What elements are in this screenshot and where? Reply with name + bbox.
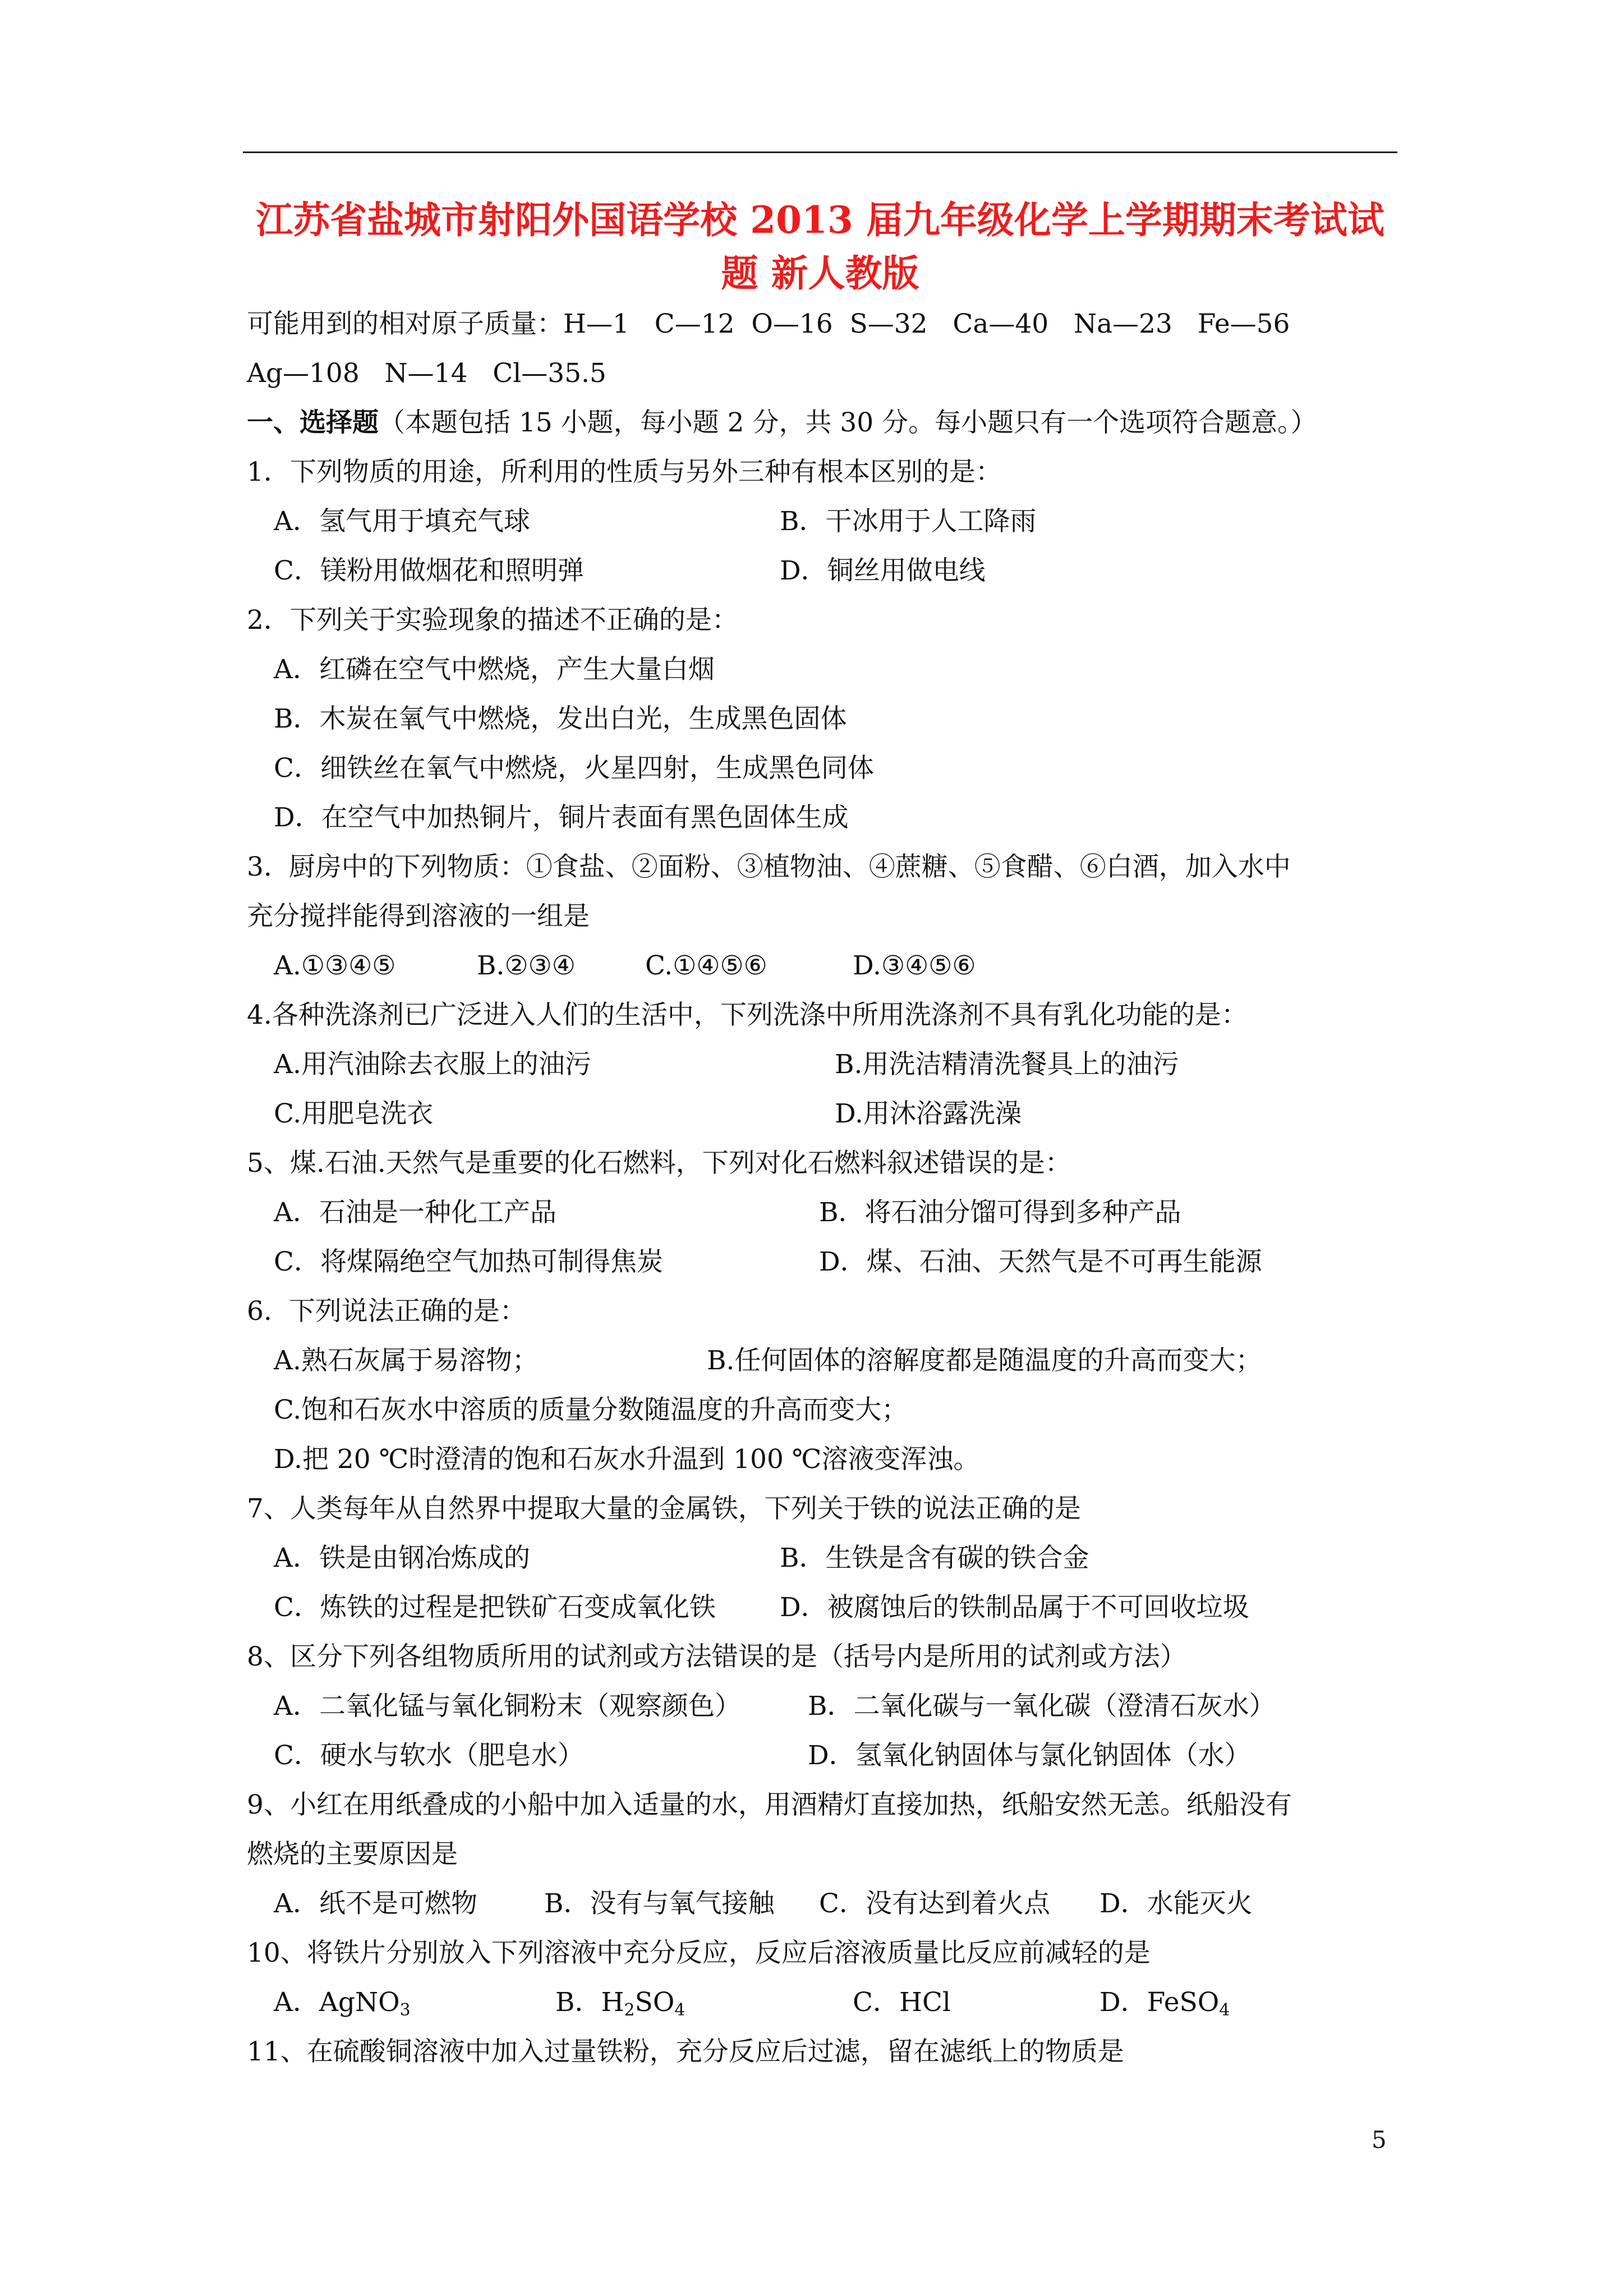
option-b-text: B．H <box>555 1987 624 2018</box>
question-10-option-d: D．FeSO$_4$ <box>1099 1987 1230 2020</box>
question-2-option-d: D．在空气中加热铜片，铜片表面有黑色固体生成 <box>274 802 849 833</box>
question-10-option-b: B．$H_2SO_4$ <box>555 1987 686 2020</box>
header-rule <box>243 151 1397 153</box>
question-9-stem-continued: 燃烧的主要原因是 <box>247 1839 458 1870</box>
question-7-option-a: A．铁是由钢冶炼成的 <box>274 1543 530 1573</box>
question-1-option-d: D．铜丝用做电线 <box>780 555 986 586</box>
question-5-option-c: C．将煤隔绝空气加热可制得焦炭 <box>274 1246 663 1277</box>
question-6-option-a: A.熟石灰属于易溶物； <box>274 1345 539 1376</box>
question-3-option-c: C.①④⑤⑥ <box>645 950 767 981</box>
option-a-text: A．AgNO <box>274 1987 400 2018</box>
question-3-option-b: B.②③④ <box>477 950 576 981</box>
title-line-2: 题 新人教版 <box>721 251 919 295</box>
question-4-option-b: B.用洗洁精清洗餐具上的油污 <box>835 1049 1179 1080</box>
question-9-option-a: A．纸不是可燃物 <box>274 1888 477 1919</box>
question-2-option-a: A．红磷在空气中燃烧，产生大量白烟 <box>274 654 715 685</box>
question-1-option-b: B．干冰用于人工降雨 <box>780 506 1037 537</box>
question-6-option-d: D.把 20 ℃时澄清的饱和石灰水升温到 100 ℃溶液变浑浊。 <box>274 1444 980 1475</box>
question-3-option-a: A.①③④⑤ <box>274 950 396 981</box>
question-5-stem: 5、煤.石油.天然气是重要的化石燃料，下列对化石燃料叙述错误的是： <box>247 1148 1071 1179</box>
question-1-option-a: A．氢气用于填充气球 <box>274 506 530 537</box>
question-6-option-c: C.饱和石灰水中溶质的质量分数随温度的升高而变大； <box>274 1395 908 1425</box>
question-8-option-c: C．硬水与软水（肥皂水） <box>274 1740 584 1771</box>
question-11-stem: 11、在硫酸铜溶液中加入过量铁粉，充分反应后过滤，留在滤纸上的物质是 <box>247 2036 1124 2067</box>
question-8-stem: 8、区分下列各组物质所用的试剂或方法错误的是（括号内是所用的试剂或方法） <box>247 1641 1186 1672</box>
question-10-option-c: C．HCl <box>853 1987 951 2018</box>
question-9-option-d: D．水能灭火 <box>1099 1888 1253 1919</box>
question-10-option-a: A．AgNO$_3$ <box>274 1987 411 2020</box>
question-1-option-c: C．镁粉用做烟花和照明弹 <box>274 555 584 586</box>
question-1-stem: 1．下列物质的用途，所利用的性质与另外三种有根本区别的是： <box>247 457 1002 487</box>
page-number: 5 <box>1372 2126 1387 2154</box>
question-10-stem: 10、将铁片分别放入下列溶液中充分反应，反应后溶液质量比反应前减轻的是 <box>247 1938 1151 1968</box>
question-2-stem: 2．下列关于实验现象的描述不正确的是： <box>247 605 738 636</box>
question-4-option-d: D.用沐浴露洗澡 <box>835 1098 1022 1129</box>
question-5-option-a: A．石油是一种化工产品 <box>274 1197 556 1228</box>
question-9-option-c: C．没有达到着火点 <box>819 1888 1050 1919</box>
question-2-option-b: B．木炭在氧气中燃烧，发出白光，生成黑色固体 <box>274 703 847 734</box>
section-description: （本题包括 15 小题，每小题 2 分，共 30 分。每小题只有一个选项符合题意。） <box>379 407 1317 438</box>
question-9-stem: 9、小红在用纸叠成的小船中加入适量的水，用酒精灯直接加热，纸船安然无恙。纸船没有 <box>247 1789 1292 1820</box>
question-5-option-b: B．将石油分馏可得到多种产品 <box>819 1197 1181 1228</box>
question-5-option-d: D．煤、石油、天然气是不可再生能源 <box>819 1246 1262 1277</box>
question-8-option-a: A．二氧化锰与氧化铜粉末（观察颜色） <box>274 1691 741 1722</box>
section-heading-line <box>247 406 1317 440</box>
question-6-stem: 6. 下列说法正确的是： <box>247 1296 526 1327</box>
question-4-option-c: C.用肥皂洗衣 <box>274 1098 434 1129</box>
question-6-option-b: B.任何固体的溶解度都是随温度的升高而变大； <box>707 1345 1262 1376</box>
question-2-option-c: C．细铁丝在氧气中燃烧，火星四射，生成黑色同体 <box>274 753 874 784</box>
question-8-option-b: B．二氧化碳与一氧化碳（澄清石灰水） <box>808 1691 1276 1722</box>
question-4-stem: 4.各种洗涤剂已广泛进入人们的生活中，下列洗涤中所用洗涤剂不具有乳化功能的是： <box>247 1000 1248 1030</box>
question-7-option-d: D．被腐蚀后的铁制品属于不可回收垃圾 <box>780 1592 1249 1623</box>
document-title <box>243 194 1397 300</box>
question-7-option-b: B．生铁是含有碳的铁合金 <box>780 1543 1089 1573</box>
question-9-option-b: B．没有与氧气接触 <box>544 1888 775 1919</box>
atomic-masses-line-2: Ag—108 N—14 Cl—35.5 <box>247 358 606 389</box>
question-8-option-d: D．氢氧化钠固体与氯化钠固体（水） <box>808 1740 1251 1771</box>
question-3-option-d: D.③④⑤⑥ <box>853 950 976 981</box>
atomic-masses-line-1: 可能用到的相对原子质量：H—1 C—12 O—16 S—32 Ca—40 Na—23 Fe—56 <box>247 309 1290 339</box>
question-4-option-a: A.用汽油除去衣服上的油污 <box>274 1049 591 1080</box>
title-line-1: 江苏省盐城市射阳外国语学校 2013 届九年级化学上学期期末考试试 <box>256 198 1384 242</box>
question-7-option-c: C．炼铁的过程是把铁矿石变成氧化铁 <box>274 1592 716 1623</box>
section-heading: 一、选择题 <box>247 407 379 438</box>
question-7-stem: 7、人类每年从自然界中提取大量的金属铁，下列关于铁的说法正确的是 <box>247 1493 1081 1524</box>
option-d-text: D．FeSO <box>1099 1987 1220 2018</box>
question-3-stem: 3. 厨房中的下列物质：①食盐、②面粉、③植物油、④蔗糖、⑤食醋、⑥白酒，加入水中 <box>247 852 1291 882</box>
question-3-stem-continued: 充分搅拌能得到溶液的一组是 <box>247 901 590 932</box>
